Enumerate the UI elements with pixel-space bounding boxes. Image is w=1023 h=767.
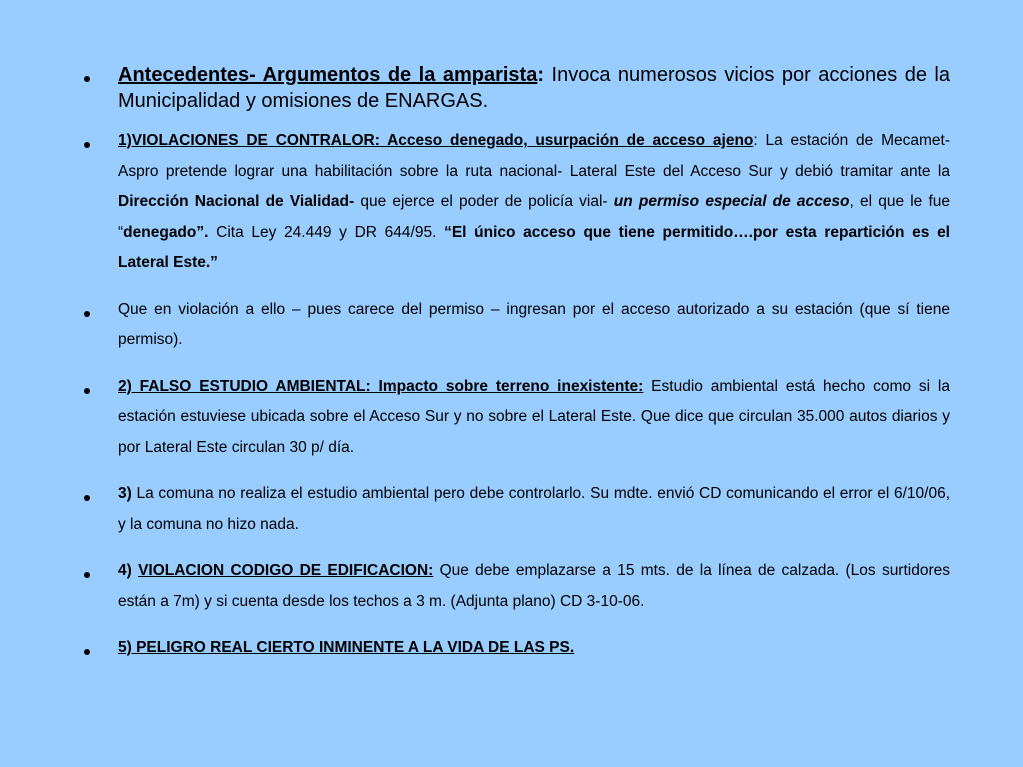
bullet-dot-icon	[84, 142, 90, 148]
segment: Estudio ambiental está hecho como si la estación estuviese ubicada sobre el Acceso Sur y no sobre el Lateral Este. Que dice que circulan 35.000 autos diarios y por Lateral Este circulan 30 p/ día.	[118, 377, 950, 456]
bullet-list	[84, 62, 950, 680]
list-item-peligro-real	[84, 633, 950, 664]
segment: :	[537, 64, 545, 86]
segment: : La estación de Mecamet- Aspro pretende lograr una habilitación sobre la ruta nacional- Lateral Este del Acceso Sur y debió tramitar ante la	[118, 132, 950, 180]
segment: 2) FALSO ESTUDIO AMBIENTAL: Impacto sobre terreno inexistente:	[118, 377, 644, 395]
list-item-violaciones-contralor	[84, 126, 950, 279]
list-item-comuna	[84, 479, 950, 540]
segment: Antecedentes- Argumentos de la amparista	[118, 64, 538, 86]
segment: un permiso especial de acceso	[613, 193, 850, 210]
segment: 4)	[118, 562, 139, 579]
bullet-dot-icon	[84, 388, 90, 394]
list-item-codigo-edificacion	[84, 556, 950, 617]
segment: denegado”.	[123, 223, 209, 241]
segment: 5) PELIGRO REAL CIERTO INMINENTE A LA VIDA DE LAS PS.	[118, 639, 575, 656]
bullet-dot-icon	[84, 76, 90, 82]
segment: que ejerce el poder de policía vial-	[354, 193, 614, 210]
segment: Que en violación a ello – pues carece del permiso – ingresan por el acceso autorizado a su estación (que sí tiene permiso).	[118, 300, 950, 348]
segment: 1)VIOLACIONES DE CONTRALOR: Acceso denegado, usurpación de acceso ajeno	[118, 132, 754, 149]
segment: Invoca numerosos vicios por acciones de la Municipalidad y omisiones de ENARGAS.	[118, 64, 950, 112]
bullet-dot-icon	[84, 649, 90, 655]
segment: Que debe emplazarse a 15 mts. de la línea de calzada. (Los surtidores están a 7m) y si cuenta desde los techos a 3 m. (Adjunta plano) CD 3-10-06.	[118, 562, 950, 610]
list-item-violacion-acceso	[84, 295, 950, 356]
segment: VIOLACION CODIGO DE EDIFICACION:	[138, 562, 434, 579]
bullet-dot-icon	[84, 495, 90, 501]
segment: “El único acceso que tiene permitido….por esta repartición es el Lateral Este.”	[118, 223, 950, 271]
segment: , el que le fue “	[118, 193, 951, 241]
bullet-dot-icon	[84, 572, 90, 578]
segment: Dirección Nacional de Vialidad-	[118, 193, 355, 210]
segment: La comuna no realiza el estudio ambiental pero debe controlarlo. Su mdte. envió CD comunicando el error el 6/10/06, y la comuna no hizo nada.	[118, 485, 950, 533]
list-item-antecedentes	[84, 62, 950, 114]
list-item-falso-estudio	[84, 372, 950, 464]
segment: Cita Ley 24.449 y DR 644/95.	[208, 223, 445, 241]
bullet-dot-icon	[84, 311, 90, 317]
segment: 3)	[118, 485, 132, 502]
